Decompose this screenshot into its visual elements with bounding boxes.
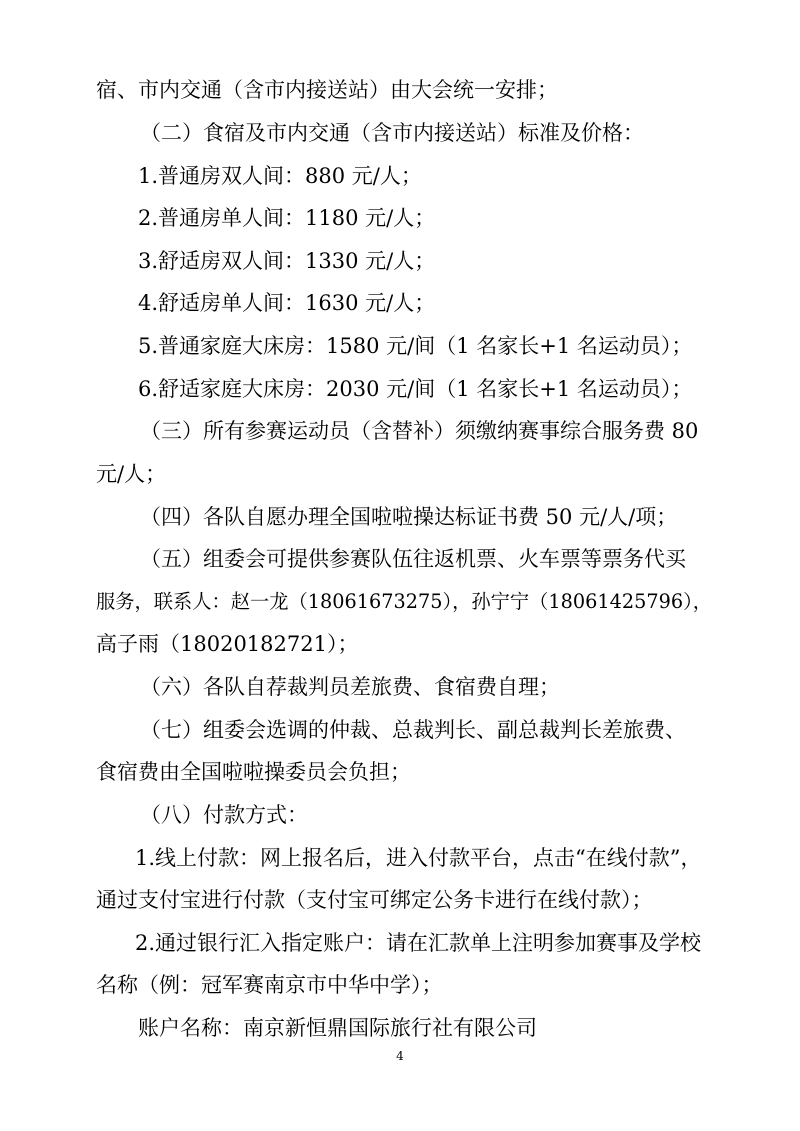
text-line: 高子雨（18020182721）；	[96, 632, 359, 656]
text-line: 食宿费由全国啦啦操委员会负担；	[96, 760, 411, 784]
text-line: （八）付款方式：	[140, 803, 308, 827]
text-line: （三）所有参赛运动员（含替补）须缴纳赛事综合服务费 80	[140, 419, 699, 443]
text-line: 元/人；	[96, 462, 167, 486]
text-line: 名称（例：冠军赛南京市中华中学）；	[96, 973, 443, 997]
text-line: （四）各队自愿办理全国啦啦操达标证书费 50 元/人/项；	[140, 505, 678, 529]
text-line: 6.舒适家庭大床房：2030 元/间（1 名家长+1 名运动员）；	[138, 377, 693, 401]
text-line: （二）食宿及市内交通（含市内接送站）标准及价格：	[140, 121, 644, 145]
text-line: 服务，联系人：赵一龙（18061673275），孙宁宁（18061425796），	[96, 590, 712, 613]
text-line: 1.线上付款：网上报名后，进入付款平台，点击“在线付款”，	[135, 846, 702, 870]
page-number: 4	[396, 1049, 404, 1063]
text-line: 4.舒适房单人间：1630 元/人；	[138, 291, 436, 315]
text-line: 3.舒适房双人间：1330 元/人；	[138, 249, 436, 273]
text-line: 1.普通房双人间：880 元/人；	[138, 164, 422, 188]
text-line: 通过支付宝进行付款（支付宝可绑定公务卡进行在线付款）；	[96, 888, 653, 912]
text-line: （七）组委会选调的仲裁、总裁判长、副总裁判长差旅费、	[140, 718, 686, 742]
text-line: （五）组委会可提供参赛队伍往返机票、火车票等票务代买	[140, 547, 686, 571]
text-line: 2.普通房单人间：1180 元/人；	[138, 206, 436, 230]
text-line: 5.普通家庭大床房：1580 元/间（1 名家长+1 名运动员）；	[138, 334, 693, 358]
text-line: 2.通过银行汇入指定账户：请在汇款单上注明参加赛事及学校	[135, 931, 702, 955]
text-line: （六）各队自荐裁判员差旅费、食宿费自理；	[140, 675, 560, 699]
text-line: 账户名称：南京新恒鼎国际旅行社有限公司	[138, 1016, 537, 1040]
text-line: 宿、市内交通（含市内接送站）由大会统一安排；	[96, 78, 558, 102]
